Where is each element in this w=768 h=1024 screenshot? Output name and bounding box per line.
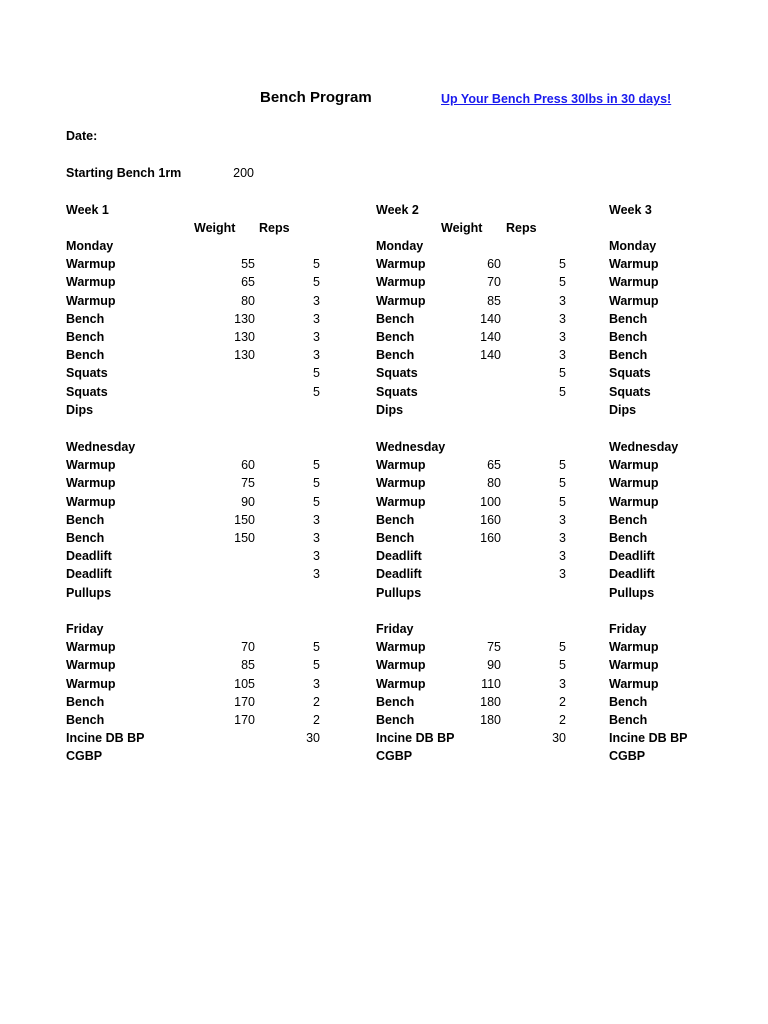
- exercise-name: Bench: [609, 694, 648, 709]
- weight-value: 180: [480, 713, 501, 727]
- week-3-day-friday: Friday: [609, 622, 647, 636]
- reps-value: 3: [559, 512, 566, 527]
- weight-value: 130: [234, 311, 255, 326]
- week-3-day-wednesday: Wednesday: [609, 440, 679, 454]
- week-1-reps-header: Reps: [259, 221, 290, 235]
- exercise-name: Bench: [376, 311, 415, 326]
- exercise-name: Squats: [609, 366, 651, 381]
- exercise-name: CGBP: [66, 749, 103, 764]
- exercise-name: Dips: [609, 402, 637, 417]
- weight-value: 140: [480, 311, 501, 326]
- exercise-name: Warmup: [609, 658, 659, 673]
- exercise-name: Warmup: [66, 476, 116, 491]
- weight-value: 55: [241, 257, 255, 272]
- exercise-name: Warmup: [376, 293, 426, 308]
- week-2-day-wednesday: Wednesday: [376, 440, 446, 454]
- exercise-name: Squats: [66, 384, 108, 399]
- reps-value: 5: [559, 494, 566, 509]
- exercise-name: Deadlift: [609, 567, 655, 582]
- reps-value: 3: [559, 330, 566, 344]
- exercise-name: Warmup: [66, 293, 116, 308]
- weight-value: 140: [480, 348, 501, 363]
- exercise-name: Squats: [376, 384, 418, 399]
- reps-value: 3: [559, 676, 566, 691]
- week-2-day-friday: Friday: [376, 622, 414, 636]
- exercise-name: Bench: [609, 531, 648, 545]
- exercise-name: Warmup: [66, 275, 116, 290]
- exercise-name: Warmup: [376, 658, 426, 673]
- weight-value: 65: [487, 458, 501, 473]
- reps-value: 5: [313, 476, 320, 491]
- exercise-name: Warmup: [609, 458, 659, 473]
- week-1-day-friday: Friday: [66, 622, 104, 636]
- starting-bench-value: 200: [233, 166, 254, 180]
- weight-value: 170: [234, 694, 255, 709]
- exercise-name: Squats: [609, 384, 651, 399]
- exercise-name: Dips: [376, 402, 404, 417]
- exercise-name: Deadlift: [609, 549, 655, 564]
- exercise-name: Bench: [66, 512, 105, 527]
- exercise-name: Incine DB BP: [66, 731, 145, 746]
- exercise-name: Warmup: [376, 640, 426, 655]
- reps-value: 5: [559, 384, 566, 399]
- exercise-name: Warmup: [376, 476, 426, 491]
- exercise-name: Pullups: [376, 585, 422, 600]
- exercise-name: Bench: [376, 713, 415, 727]
- exercise-name: Incine DB BP: [609, 731, 688, 746]
- exercise-name: Bench: [376, 512, 415, 527]
- exercise-name: Deadlift: [376, 567, 422, 582]
- exercise-name: Warmup: [376, 257, 426, 272]
- week-3-day-monday: Monday: [609, 239, 657, 253]
- exercise-name: Deadlift: [376, 549, 422, 564]
- reps-value: 3: [559, 348, 566, 363]
- exercise-name: Bench: [609, 330, 648, 344]
- exercise-name: CGBP: [376, 749, 413, 764]
- exercise-name: Bench: [376, 330, 415, 344]
- week-1-label: Week 1: [66, 203, 109, 217]
- reps-value: 3: [313, 512, 320, 527]
- weight-value: 60: [487, 257, 501, 272]
- exercise-name: Bench: [376, 694, 415, 709]
- exercise-name: Pullups: [66, 585, 112, 600]
- exercise-name: Warmup: [376, 275, 426, 290]
- exercise-name: Squats: [66, 366, 108, 381]
- reps-value: 5: [559, 257, 566, 272]
- weight-value: 60: [241, 458, 255, 473]
- week-1-weight-header: Weight: [194, 221, 236, 235]
- weight-value: 150: [234, 512, 255, 527]
- exercise-name: Bench: [609, 311, 648, 326]
- reps-value: 30: [552, 731, 566, 746]
- reps-value: 5: [313, 494, 320, 509]
- weight-value: 105: [234, 676, 255, 691]
- exercise-name: Deadlift: [66, 567, 112, 582]
- reps-value: 3: [559, 293, 566, 308]
- exercise-name: Bench: [66, 713, 105, 727]
- exercise-name: Bench: [66, 531, 105, 545]
- exercise-name: CGBP: [609, 749, 646, 764]
- week-2-label: Week 2: [376, 203, 419, 217]
- exercise-name: Incine DB BP: [376, 731, 455, 746]
- exercise-name: Bench: [66, 311, 105, 326]
- weight-value: 90: [241, 494, 255, 509]
- bench-press-link[interactable]: Up Your Bench Press 30lbs in 30 days!: [441, 92, 672, 106]
- exercise-name: Warmup: [609, 640, 659, 655]
- week-2-reps-header: Reps: [506, 221, 537, 235]
- exercise-name: Bench: [376, 531, 415, 545]
- exercise-name: Warmup: [66, 458, 116, 473]
- reps-value: 3: [559, 567, 566, 582]
- weight-value: 65: [241, 275, 255, 290]
- exercise-name: Warmup: [66, 257, 116, 272]
- exercise-name: Warmup: [66, 640, 116, 655]
- reps-value: 5: [559, 476, 566, 491]
- starting-bench-label: Starting Bench 1rm: [66, 166, 182, 180]
- reps-value: 2: [313, 694, 320, 709]
- weight-value: 70: [241, 640, 255, 655]
- weight-value: 160: [480, 531, 501, 545]
- weight-value: 80: [487, 476, 501, 491]
- page-title: Bench Program: [260, 89, 372, 106]
- exercise-name: Warmup: [609, 494, 659, 509]
- exercise-name: Warmup: [66, 658, 116, 673]
- reps-value: 2: [313, 713, 320, 727]
- reps-value: 5: [559, 458, 566, 473]
- reps-value: 3: [559, 549, 566, 564]
- exercise-name: Squats: [376, 366, 418, 381]
- reps-value: 5: [559, 275, 566, 290]
- week-3-label: Week 3: [609, 203, 652, 217]
- reps-value: 5: [313, 640, 320, 655]
- exercise-name: Warmup: [376, 458, 426, 473]
- exercise-name: Bench: [376, 348, 415, 363]
- reps-value: 3: [559, 311, 566, 326]
- exercise-name: Bench: [609, 512, 648, 527]
- reps-value: 3: [313, 531, 320, 545]
- reps-value: 5: [313, 384, 320, 399]
- week-1-day-monday: Monday: [66, 239, 114, 253]
- exercise-name: Bench: [609, 348, 648, 363]
- weight-value: 75: [487, 640, 501, 655]
- exercise-name: Warmup: [609, 293, 659, 308]
- reps-value: 5: [313, 257, 320, 272]
- exercise-name: Warmup: [609, 275, 659, 290]
- exercise-name: Warmup: [609, 676, 659, 691]
- reps-value: 3: [313, 567, 320, 582]
- exercise-name: Bench: [66, 348, 105, 363]
- reps-value: 2: [559, 713, 566, 727]
- weight-value: 80: [241, 293, 255, 308]
- reps-value: 5: [313, 458, 320, 473]
- weight-value: 75: [241, 476, 255, 491]
- reps-value: 3: [313, 311, 320, 326]
- reps-value: 3: [313, 549, 320, 564]
- date-label: Date:: [66, 129, 98, 143]
- reps-value: 3: [559, 531, 566, 545]
- reps-value: 5: [313, 658, 320, 673]
- reps-value: 3: [313, 330, 320, 344]
- exercise-name: Warmup: [376, 494, 426, 509]
- week-2-day-monday: Monday: [376, 239, 424, 253]
- reps-value: 5: [313, 366, 320, 381]
- weight-value: 85: [241, 658, 255, 673]
- reps-value: 30: [306, 731, 320, 746]
- reps-value: 3: [313, 293, 320, 308]
- weight-value: 90: [487, 658, 501, 673]
- weight-value: 110: [481, 676, 501, 691]
- weight-value: 140: [480, 330, 501, 344]
- reps-value: 3: [313, 676, 320, 691]
- weight-value: 160: [480, 512, 501, 527]
- weight-value: 100: [480, 494, 501, 509]
- exercise-name: Dips: [66, 402, 94, 417]
- reps-value: 2: [559, 694, 566, 709]
- exercise-name: Warmup: [609, 476, 659, 491]
- exercise-name: Deadlift: [66, 549, 112, 564]
- reps-value: 5: [559, 640, 566, 655]
- exercise-name: Pullups: [609, 585, 655, 600]
- weight-value: 180: [480, 694, 501, 709]
- reps-value: 5: [559, 658, 566, 673]
- exercise-name: Warmup: [609, 257, 659, 272]
- weight-value: 70: [487, 275, 501, 290]
- exercise-name: Bench: [66, 330, 105, 344]
- weight-value: 130: [234, 348, 255, 363]
- reps-value: 5: [313, 275, 320, 290]
- week-2-weight-header: Weight: [441, 221, 483, 235]
- weight-value: 85: [487, 293, 501, 308]
- exercise-name: Bench: [609, 713, 648, 727]
- reps-value: 5: [559, 366, 566, 381]
- reps-value: 3: [313, 348, 320, 363]
- week-1-day-wednesday: Wednesday: [66, 440, 136, 454]
- exercise-name: Bench: [66, 694, 105, 709]
- weight-value: 170: [234, 713, 255, 727]
- weight-value: 150: [234, 531, 255, 545]
- exercise-name: Warmup: [376, 676, 426, 691]
- weight-value: 130: [234, 330, 255, 344]
- exercise-name: Warmup: [66, 494, 116, 509]
- exercise-name: Warmup: [66, 676, 116, 691]
